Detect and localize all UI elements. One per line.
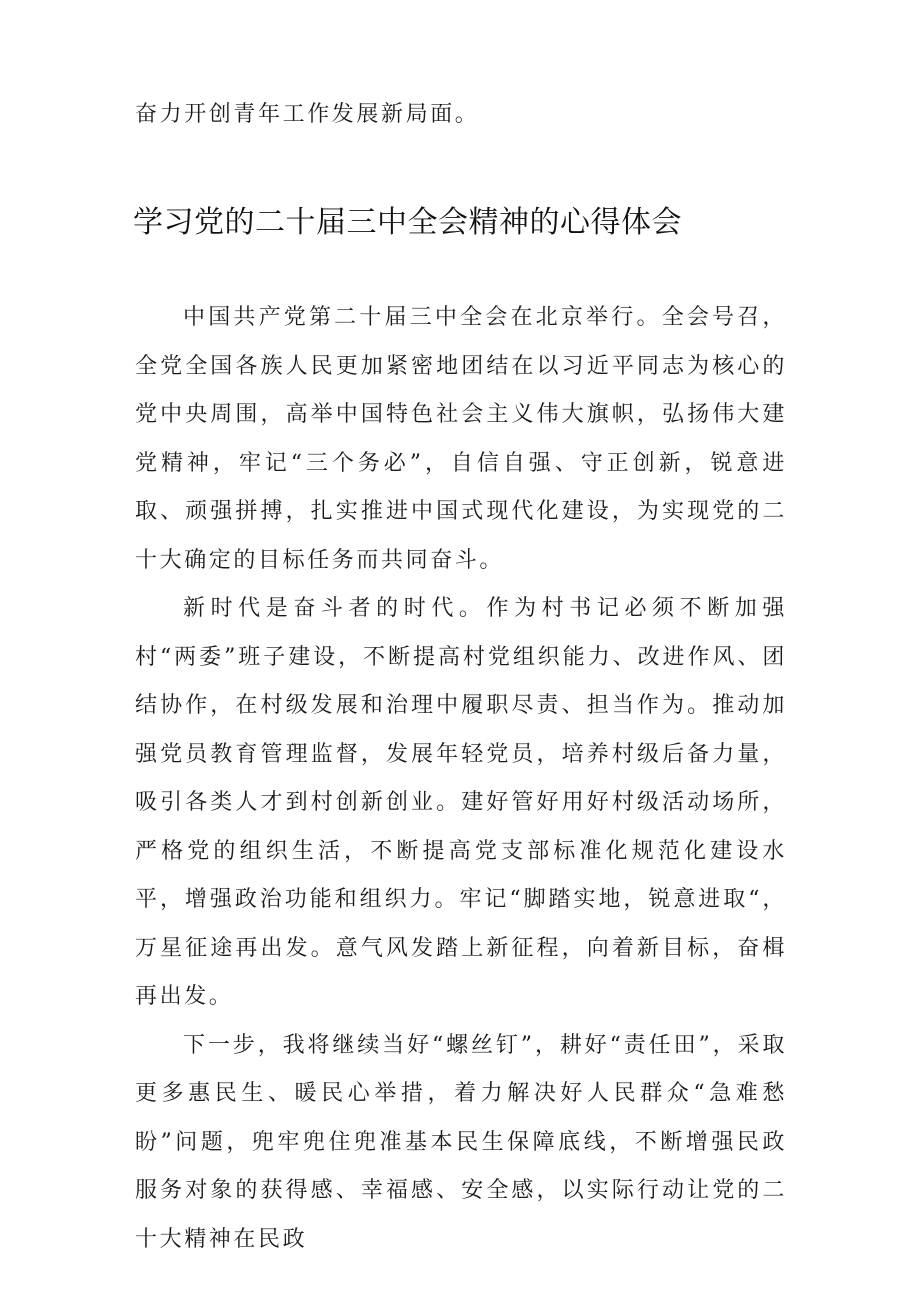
paragraph-3: 下一步，我将继续当好“螺丝钉”，耕好“责任田”，采取更多惠民生、暖民心举措，着力解决好人民群众“急难愁盼”问题，兜牢兜住兜准基本民生保障底线，不断增强民政服务对象的获得感、幸福感、安全感，以实际行动让党的二十大精神在民政 (135, 1032, 787, 1252)
paragraph-2: 新时代是奋斗者的时代。作为村书记必须不断加强村“两委”班子建设，不断提高村党组织能力、改进作风、团结协作，在村级发展和治理中履职尽责、担当作为。推动加强党员教育管理监督，发展年轻党员，培养村级后备力量，吸引各类人才到村创新创业。建好管好用好村级活动场所，严格党的组织生活，不断提高党支部标准化规范化建设水平，增强政治功能和组织力。牢记“脚踏实地，锐意进取“，万星征途再出发。意气风发踏上新征程，向着新目标，奋楫再出发。 (135, 596, 787, 1009)
paragraph-1: 中国共产党第二十届三中全会在北京举行。全会号召，全党全国各族人民更加紧密地团结在以习近平同志为核心的党中央周围，高举中国特色社会主义伟大旗帜，弘扬伟大建党精神，牢记“三个务必”，自信自强、守正创新，锐意进取、顽强拼搏，扎实推进中国式现代化建设，为实现党的二十大确定的目标任务而共同奋斗。 (135, 305, 787, 573)
document-body (135, 294, 787, 1264)
document-title: 学习党的二十届三中全会精神的心得体会 (133, 205, 682, 240)
carry-over-line: 奋力开创青年工作发展新局面。 (135, 102, 480, 127)
